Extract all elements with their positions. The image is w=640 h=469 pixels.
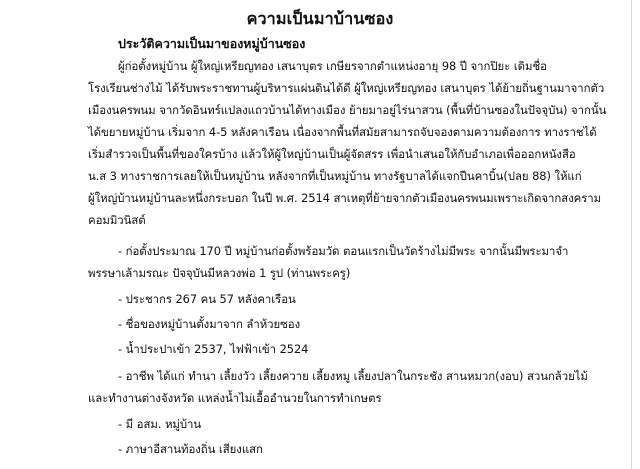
bullet-item: - ชื่อของหมู่บ้านตั้งมาจาก ลำห้วยซอง	[118, 317, 301, 331]
paragraph-line: ได้ขยายหมู่บ้าน เริ่มจาก 4-5 หลังคาเรือน เนื่องจากพื้นที่สมัยสามารถจับจองตามความต้องการ ทางราชได้	[88, 125, 597, 139]
bullet-item: - ก่อตั้งประมาณ 170 ปี หมู่บ้านก่อตั้งพร้อมวัด ตอนแรกเป็นวัดร้างไม่มีพระ จากนั้นมีพระมาจำ	[118, 244, 569, 258]
paragraph-line: โรงเรียนช่างไม้ ได้รับพระราชทานผู้บริหารแผ่นดินได้ดี ผู้ใหญ่เหรียญทอง เสนาบุตร ได้ย้ายถิ่นฐานมาจากตัว	[88, 81, 605, 95]
bullet-item: - อาชีพ ได้แก่ ทำนา เลี้ยงวัว เลี้ยงควาย เลี้ยงหมู เลี้ยงปลาในกระชัง สานหมวก(งอบ) สวนกล้วยไม้	[118, 369, 588, 383]
section-heading: ประวัติความเป็นมาของหมู่บ้านซอง	[118, 36, 306, 51]
page-edge-rule	[631, 0, 632, 469]
paragraph-line: ผู้ใหญ่บ้านหมู่บ้านละหนึ่งกระบอก ในปี พ.ศ. 2514 สาเหตุที่ย้ายจากตัวเมืองนครพนมเพราะเกิดจากสงคราม	[88, 191, 602, 205]
paragraph-line: เริ่มสำรวจเป็นพื้นที่ของใครบ้าง แล้วให้ผู้ใหญ่บ้านเป็นผู้จัดสรร เพื่อนำเสนอให้กับอำเภอเพื่อออกหนังสือ	[88, 147, 576, 161]
paragraph-line: คอมมิวนิสต์	[88, 213, 146, 227]
bullet-item: - ภาษาอีสานท้องถิ่น เสียงแสก	[118, 442, 263, 456]
bullet-item: - น้ำประปาเข้า 2537, ไฟฟ้าเข้า 2524	[118, 342, 309, 356]
bullet-continuation: และทำงานต่างจังหวัด แหล่งน้ำไม่เอื้ออำนวยในการทำเกษตร	[88, 391, 382, 405]
paragraph-line: เมืองนครพนม จากวัดอินทร์แปลงแถวบ้านได้ทางเมือง ย้ายมาอยู่ไร่นาสวน (พื้นที่บ้านซองในปัจจุบัน) จากนั้น	[88, 103, 607, 117]
paragraph-line: ผู้ก่อตั้งหมู่บ้าน ผู้ใหญ่เหรียญทอง เสนาบุตร เกษียรจากตำแหน่งอายุ 98 ปี จากปิยะ เดิมชื่อ	[118, 59, 547, 73]
paragraph-line: น.ส 3 ทางราชการเลยให้เป็นหมู่บ้าน หลังจากที่เป็นหมู่บ้าน ทางรัฐบาลได้แจกปืนคาบิ้น(ปลย 88) ให้แก่	[88, 169, 582, 183]
bullet-item: - มี อสม. หมู่บ้าน	[118, 417, 202, 431]
document-title: ความเป็นมาบ้านซอง	[246, 9, 394, 28]
bullet-continuation: พรรษาเล้ามรณะ ปัจจุบันมีหลวงพ่อ 1 รูป (ท่านพระครู)	[88, 266, 351, 280]
bullet-item: - ประชากร 267 คน 57 หลังคาเรือน	[118, 292, 296, 306]
